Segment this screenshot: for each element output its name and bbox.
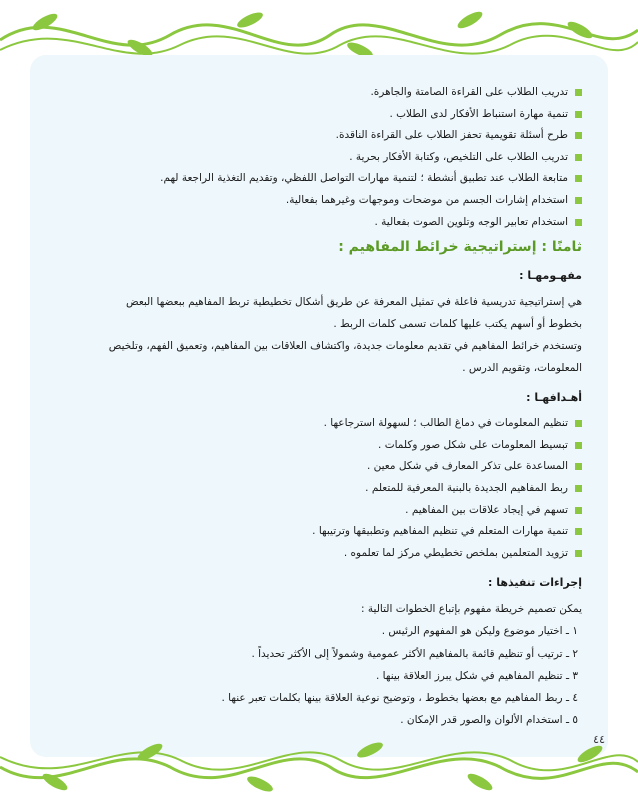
page-number: ٤٤	[593, 733, 605, 746]
step-item: ١ ـ اختيار موضوع وليكن هو المفهوم الرئيس .	[381, 625, 578, 638]
list-item: المساعدة على تذكر المعارف في شكل معين .	[60, 456, 582, 478]
list-item: استخدام تعابير الوجه وتلوين الصوت بفعالية .	[60, 212, 582, 234]
procedures-steps	[60, 620, 582, 731]
procedures-intro: يمكن تصميم خريطة مفهوم بإتباع الخطوات التالية :	[361, 603, 582, 616]
list-item: تنمية مهارة استنباط الأفكار لدى الطلاب .	[60, 104, 582, 126]
paragraph-line: بخطوط أو أسهم يكتب عليها كلمات تسمى كلمات الربط .	[333, 318, 582, 331]
list-item: تسهم في إيجاد علاقات بين المفاهيم .	[60, 500, 582, 522]
goals-heading: أهـدافهـا :	[526, 391, 582, 405]
list-item: متابعة الطلاب عند تطبيق أنشطة ؛ لتنمية مهارات التواصل اللفظي، وتقديم التغذية الراجعة لهم.	[60, 168, 582, 190]
list-item: طرح أسئلة تقويمية تحفز الطلاب على القراءة الناقدة.	[60, 125, 582, 147]
section-title: ثامنًا : إستراتيجية خرائط المفاهيم :	[338, 239, 582, 256]
page-content	[60, 82, 582, 731]
step-item: ٥ ـ استخدام الألوان والصور قدر الإمكان .	[400, 714, 578, 727]
step-item: ٣ ـ تنظيم المفاهيم في شكل يبرز العلاقة بينها .	[375, 669, 578, 682]
concept-paragraph-1	[60, 291, 582, 335]
paragraph-line: المعلومات، وتقويم الدرس .	[462, 362, 582, 375]
list-item: استخدام إشارات الجسم من موضحات وموجهات وغيرهما بفعالية.	[60, 190, 582, 212]
procedures-heading: إجراءات تنفيذها :	[488, 576, 582, 590]
intro-bullet-list	[60, 82, 582, 233]
concept-paragraph-2	[60, 335, 582, 379]
list-item: تدريب الطلاب على القراءة الصامتة والجاهرة.	[60, 82, 582, 104]
paragraph-line: هي إستراتيجية تدريسية فاعلة في تمثيل المعرفة عن طريق أشكال تخطيطية تربط المفاهيم ببعضها البعض	[125, 296, 582, 309]
concept-heading: مفهـومهـا :	[519, 269, 582, 283]
list-item: تزويد المتعلمين بملخص تخطيطي مركز لما تعلموه .	[60, 543, 582, 565]
list-item: ربط المفاهيم الجديدة بالبنية المعرفية للمتعلم .	[60, 478, 582, 500]
goals-list	[60, 413, 582, 564]
list-item: تدريب الطلاب على التلخيص، وكتابة الأفكار بحرية .	[60, 147, 582, 169]
list-item: تنمية مهارات المتعلم في تنظيم المفاهيم وتطبيقها وترتيبها .	[60, 521, 582, 543]
list-item: تبسيط المعلومات على شكل صور وكلمات .	[60, 435, 582, 457]
step-item: ٢ ـ ترتيب أو تنظيم قائمة بالمفاهيم الأكثر عمومية وشمولاً إلى الأكثر تحديداً .	[251, 647, 578, 660]
list-item: تنظيم المعلومات في دماغ الطالب ؛ لسهولة استرجاعها .	[60, 413, 582, 435]
decorative-vine-bottom	[0, 732, 638, 802]
step-item: ٤ ـ ربط المفاهيم مع بعضها بخطوط ، وتوضيح نوعية العلاقة بينها بكلمات تعبر عنها .	[221, 691, 578, 704]
paragraph-line: وتستخدم خرائط المفاهيم في تقديم معلومات جديدة، واكتشاف العلاقات بين المفاهيم، وتعميق الفهم، وتلخيص	[108, 340, 582, 353]
